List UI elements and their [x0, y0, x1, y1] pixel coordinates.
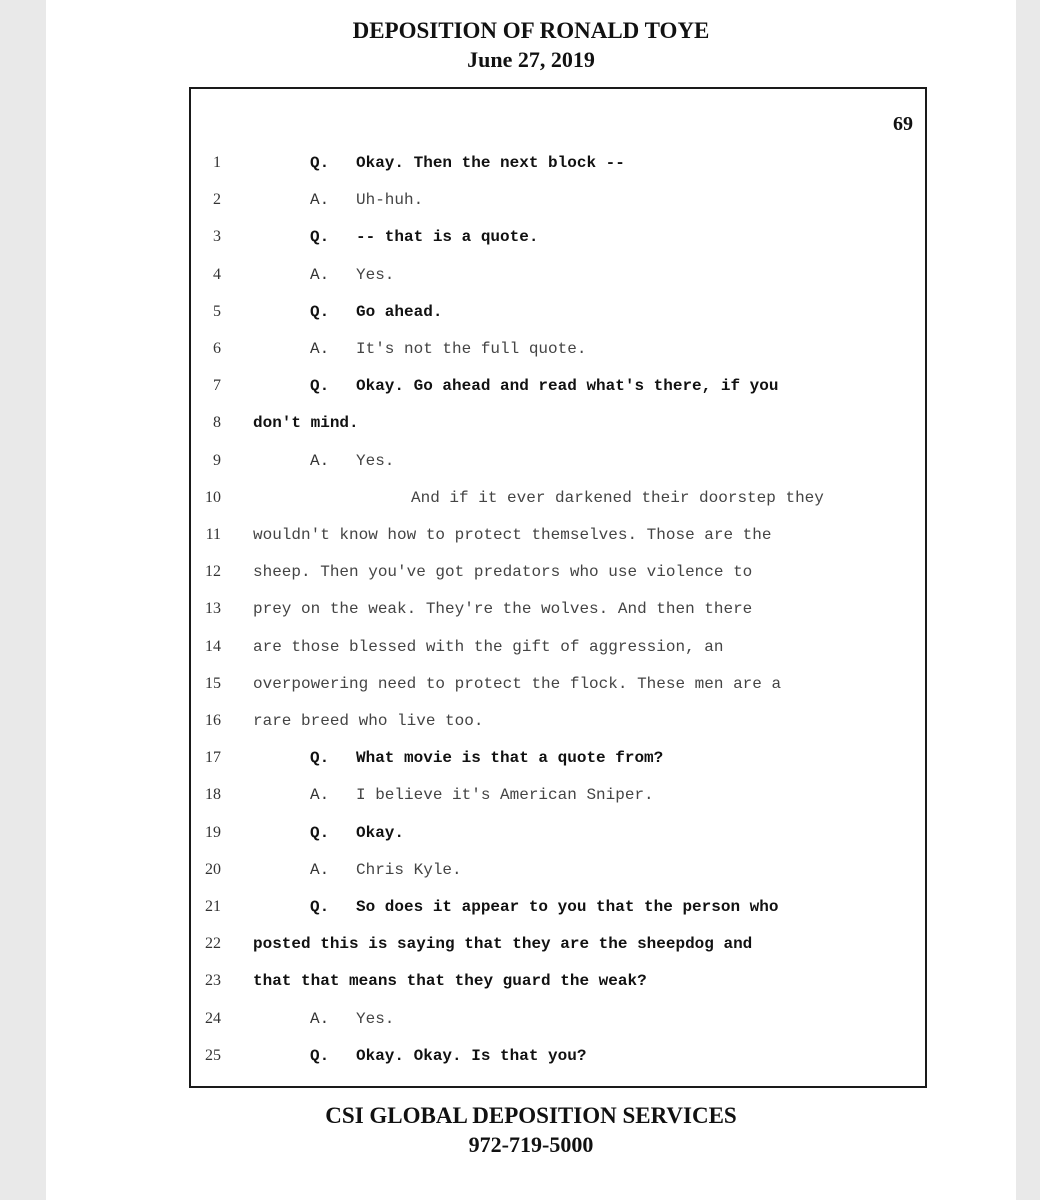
speaker-label: A. — [310, 340, 330, 358]
line-text: And if it ever darkened their doorstep they — [411, 488, 824, 507]
line-number: 20 — [205, 860, 221, 878]
transcript-line — [191, 632, 925, 662]
speaker-label: A. — [310, 191, 330, 210]
transcript-line — [191, 929, 925, 959]
speaker-label: A. — [310, 860, 330, 879]
speaker-label: Q. — [310, 823, 330, 842]
speaker-label: Q. — [310, 749, 330, 768]
speaker-label: Q. — [310, 228, 330, 247]
transcript-line — [191, 1004, 925, 1034]
line-number: 13 — [205, 600, 221, 618]
line-number: 18 — [205, 786, 221, 804]
line-number: 23 — [205, 972, 221, 990]
transcript-line — [191, 334, 925, 364]
line-text: overpowering need to protect the flock. These men are a — [253, 674, 782, 693]
speaker-label: Q. — [310, 898, 330, 916]
transcript-line — [191, 818, 925, 848]
line-text: Go ahead. — [356, 302, 443, 321]
transcript-line — [191, 669, 925, 699]
line-number: 12 — [205, 563, 221, 581]
transcript-line — [191, 408, 925, 438]
line-text: wouldn't know how to protect themselves. Those are the — [253, 526, 772, 544]
line-text: that that means that they guard the weak? — [253, 972, 647, 991]
speaker-label: A. — [310, 451, 330, 470]
transcript-line — [191, 594, 925, 624]
line-text: posted this is saying that they are the sheepdog and — [253, 935, 753, 954]
company-phone: 972-719-5000 — [468, 1132, 594, 1157]
line-number: 7 — [213, 377, 221, 395]
transcript-line — [191, 446, 925, 476]
transcript-line — [191, 780, 925, 810]
deposition-date: June 27, 2019 — [467, 47, 595, 72]
transcript-line — [191, 855, 925, 885]
line-text: Okay. — [356, 823, 405, 842]
line-text: Yes. — [356, 451, 395, 470]
speaker-label: A. — [310, 1009, 330, 1028]
transcript-line — [191, 371, 925, 401]
line-number: 6 — [213, 340, 221, 357]
line-text: It's not the full quote. — [356, 340, 587, 358]
line-number: 24 — [205, 1009, 221, 1027]
line-number: 5 — [213, 302, 221, 320]
line-text: Yes. — [356, 1009, 395, 1028]
line-number: 21 — [205, 898, 221, 915]
line-number: 14 — [205, 637, 221, 655]
page-number: 69 — [893, 113, 913, 135]
line-text: -- that is a quote. — [356, 228, 539, 247]
line-text: Okay. Okay. Is that you? — [356, 1046, 587, 1065]
speaker-label: Q. — [310, 302, 330, 321]
transcript-line — [191, 297, 925, 327]
line-text: rare breed who live too. — [253, 712, 484, 730]
line-number: 25 — [205, 1046, 221, 1064]
company-name: CSI GLOBAL DEPOSITION SERVICES — [325, 1103, 737, 1128]
speaker-label: A. — [310, 786, 330, 805]
line-text: prey on the weak. They're the wolves. And then there — [253, 600, 753, 619]
line-number: 22 — [205, 935, 221, 953]
line-number: 8 — [213, 414, 221, 432]
line-text: What movie is that a quote from? — [356, 749, 664, 768]
deposition-title: DEPOSITION OF RONALD TOYE — [352, 18, 710, 43]
transcript-line — [191, 260, 925, 290]
line-text: So does it appear to you that the person who — [356, 898, 779, 916]
line-number: 11 — [205, 526, 221, 543]
line-number: 10 — [205, 488, 221, 506]
transcript-line — [191, 222, 925, 252]
line-number: 16 — [205, 712, 221, 729]
line-number: 15 — [205, 674, 221, 692]
line-text: Okay. Go ahead and read what's there, if you — [356, 377, 779, 396]
line-number: 4 — [213, 265, 221, 283]
transcript-line — [191, 706, 925, 736]
speaker-label: A. — [310, 265, 330, 284]
line-text: don't mind. — [253, 414, 359, 433]
line-text: Chris Kyle. — [356, 860, 462, 879]
transcript-line — [191, 557, 925, 587]
line-text: I believe it's American Sniper. — [356, 786, 654, 805]
line-number: 19 — [205, 823, 221, 841]
line-text: sheep. Then you've got predators who use violence to — [253, 563, 753, 582]
transcript-page — [46, 0, 1016, 1200]
line-number: 1 — [213, 154, 221, 171]
line-text: Yes. — [356, 265, 395, 284]
speaker-label: Q. — [310, 377, 330, 396]
transcript-line — [191, 966, 925, 996]
line-number: 9 — [213, 451, 221, 469]
transcript-line — [191, 520, 925, 550]
line-number: 2 — [213, 191, 221, 209]
transcript-line — [191, 483, 925, 513]
transcript-line — [191, 1041, 925, 1071]
transcript-line — [191, 185, 925, 215]
line-text: are those blessed with the gift of aggression, an — [253, 637, 724, 656]
line-text: Okay. Then the next block -- — [356, 154, 625, 172]
speaker-label: Q. — [310, 1046, 330, 1065]
line-number: 3 — [213, 228, 221, 246]
line-number: 17 — [205, 749, 221, 767]
line-text: Uh-huh. — [356, 191, 424, 210]
transcript-line — [191, 743, 925, 773]
transcript-box — [189, 87, 927, 1088]
speaker-label: Q. — [310, 154, 330, 172]
transcript-line — [191, 148, 925, 178]
transcript-line — [191, 892, 925, 922]
